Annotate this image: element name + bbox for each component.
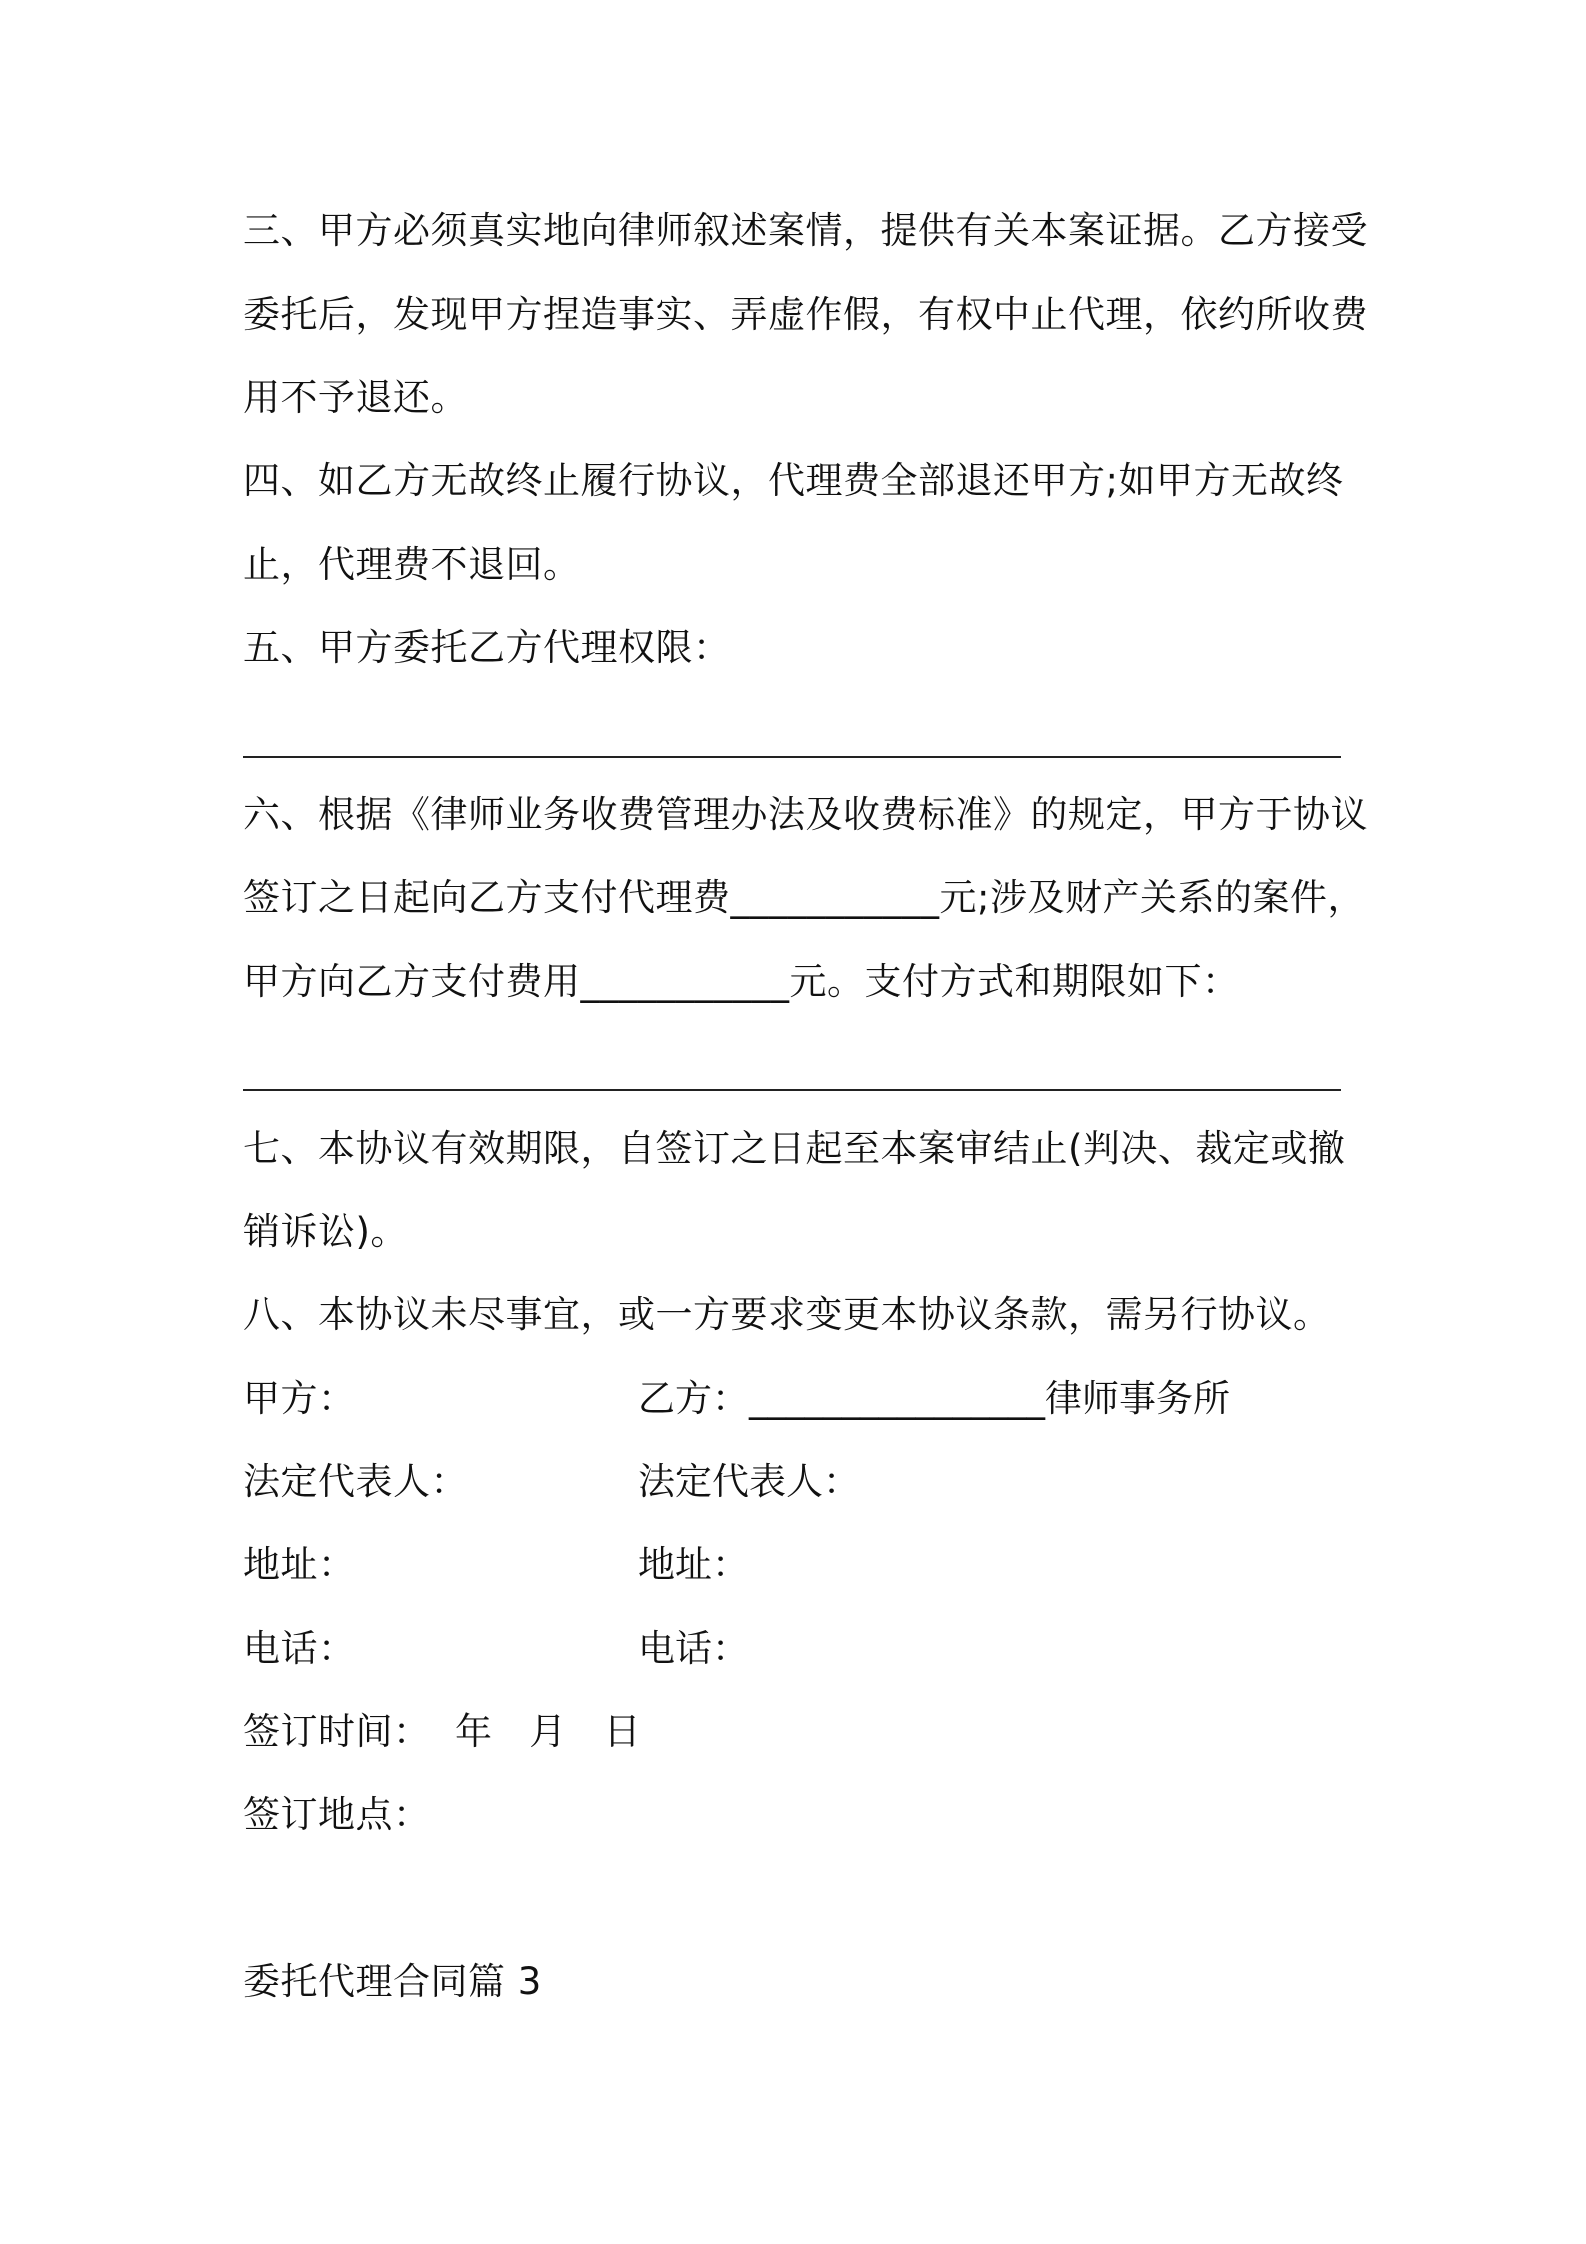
clause-3-line-3: 用不予退还。 bbox=[243, 376, 468, 419]
clause-7-line-1: 七、本协议有效期限，自签订之日起至本案审结止(判决、裁定或撤 bbox=[243, 1127, 1346, 1170]
clause-4-line-2: 止，代理费不退回。 bbox=[243, 543, 581, 586]
party-a-phone: 电话： bbox=[243, 1627, 356, 1670]
party-b-label: 乙方：________________律师事务所 bbox=[638, 1377, 1230, 1420]
clause-6-line-2: 签订之日起向乙方支付代理费___________元;涉及财产关系的案件， bbox=[243, 876, 1365, 919]
signing-time: 签订时间： 年 月 日 bbox=[243, 1710, 642, 1753]
signing-place: 签订地点： bbox=[243, 1793, 431, 1836]
payment-blank-line bbox=[243, 1089, 1341, 1091]
clause-6-line-3: 甲方向乙方支付费用___________元。支付方式和期限如下： bbox=[243, 960, 1240, 1003]
next-section-title: 委托代理合同篇 3 bbox=[243, 1960, 542, 2003]
clause-3-line-2: 委托后，发现甲方捏造事实、弄虚作假，有权中止代理，依约所收费 bbox=[243, 293, 1368, 336]
clause-5-line-1: 五、甲方委托乙方代理权限： bbox=[243, 626, 731, 669]
clause-7-line-2: 销诉讼)。 bbox=[243, 1210, 408, 1253]
clause-4-line-1: 四、如乙方无故终止履行协议，代理费全部退还甲方;如甲方无故终 bbox=[243, 459, 1344, 502]
clause-8-line-1: 八、本协议未尽事宜，或一方要求变更本协议条款，需另行协议。 bbox=[243, 1293, 1331, 1336]
clause-6-line-1: 六、根据《律师业务收费管理办法及收费标准》的规定，甲方于协议 bbox=[243, 793, 1368, 836]
party-b-address: 地址： bbox=[638, 1543, 749, 1586]
party-b-phone: 电话： bbox=[638, 1627, 749, 1670]
party-b-representative: 法定代表人： bbox=[638, 1460, 860, 1503]
clause-3-line-1: 三、甲方必须真实地向律师叙述案情，提供有关本案证据。乙方接受 bbox=[243, 209, 1368, 252]
party-a-representative: 法定代表人： bbox=[243, 1460, 468, 1503]
party-a-label: 甲方： bbox=[243, 1377, 356, 1420]
authority-blank-line bbox=[243, 756, 1341, 758]
party-a-address: 地址： bbox=[243, 1543, 356, 1586]
